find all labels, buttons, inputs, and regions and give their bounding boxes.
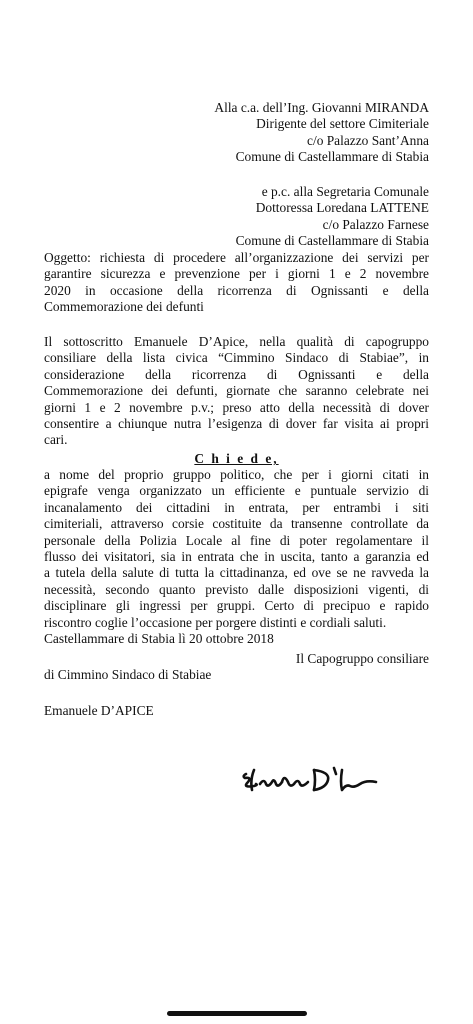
addressee-block bbox=[214, 100, 429, 166]
request-line: a nome del proprio gruppo politico, che per i giorni citati in bbox=[44, 467, 429, 482]
request-line: incanalamento dei cittadini in entrata, per entrambi i siti bbox=[44, 499, 429, 515]
subject-paragraph bbox=[44, 250, 429, 316]
intro-line: cari. bbox=[44, 432, 68, 448]
role-line: Il Capogruppo consiliare bbox=[295, 651, 429, 666]
signer-name: Emanuele D’APICE bbox=[44, 703, 154, 718]
request-line: cimiteriali, attraverso corsie costituite da transenne controllate da bbox=[44, 516, 429, 532]
subject-line: 2020 in occasione della ricorrenza di Ognissanti e della bbox=[44, 282, 429, 298]
intro-line: consiliare della lista civica “Cimmino Sindaco di Stabiae”, in bbox=[44, 350, 429, 366]
intro-line: consentire a chiunque nutra l’esigenza di dover far visita ai propri bbox=[44, 416, 429, 432]
cc-block bbox=[236, 184, 429, 250]
addressee-line: Dirigente del settore Cimiteriale bbox=[256, 116, 429, 132]
intro-line: Il sottoscritto Emanuele D’Apice, nella qualità di capogruppo bbox=[44, 334, 429, 349]
subject-line: Commemorazione dei defunti bbox=[44, 299, 204, 315]
intro-line: considerazione della ricorrenza di Ognissanti e della bbox=[44, 366, 429, 382]
request-line: personale della Polizia Locale al fine di poter regolamentare il bbox=[44, 532, 429, 548]
request-line: a tutela della salute di tutta la cittadinanza, ed ove se ne ravveda la bbox=[44, 565, 429, 581]
request-line: necessità, secondo quanto previsto dalle disposizioni vigenti, di bbox=[44, 581, 429, 597]
intro-line: Commemorazione dei defunti, giornate che saranno celebrate nei bbox=[44, 383, 429, 399]
cc-line: Dottoressa Loredana LATTENE bbox=[255, 200, 429, 216]
addressee-line: Alla c.a. dell’Ing. Giovanni MIRANDA bbox=[214, 100, 429, 115]
home-indicator-bar[interactable] bbox=[167, 1011, 307, 1016]
request-paragraph bbox=[44, 467, 429, 631]
request-line: riscontro coglie l’occasione per porgere distinti e cordiali saluti. bbox=[44, 614, 387, 630]
handwritten-signature bbox=[236, 760, 386, 800]
request-line: flusso dei visitatori, sia in entrata che in uscita, tanto a garanzia ed bbox=[44, 549, 429, 565]
cc-line: Comune di Castellammare di Stabia bbox=[235, 233, 429, 249]
request-heading: C h i e d e, bbox=[194, 451, 279, 466]
request-line: epigrafe venga organizzato un efficiente e puntuale servizio di bbox=[44, 483, 429, 499]
subject-line: garantire sicurezza e prevenzione per i giorni 1 e 2 novembre bbox=[44, 266, 429, 282]
addressee-line: c/o Palazzo Sant’Anna bbox=[307, 132, 429, 148]
cc-line: e p.c. alla Segretaria Comunale bbox=[261, 184, 429, 199]
role-line: di Cimmino Sindaco di Stabiae bbox=[44, 667, 212, 682]
addressee-line: Comune di Castellammare di Stabia bbox=[235, 149, 429, 165]
subject-line: Oggetto: richiesta di procedere all’organizzazione dei servizi per bbox=[44, 250, 429, 265]
place-date: Castellammare di Stabia lì 20 ottobre 2018 bbox=[44, 631, 274, 646]
intro-line: giorni 1 e 2 novembre p.v.; preso atto della necessità di dover bbox=[44, 399, 429, 415]
cc-line: c/o Palazzo Farnese bbox=[322, 216, 429, 232]
request-line: disciplinare gli ingressi per gruppi. Certo di precipuo e rapido bbox=[44, 598, 429, 614]
intro-paragraph bbox=[44, 334, 429, 449]
